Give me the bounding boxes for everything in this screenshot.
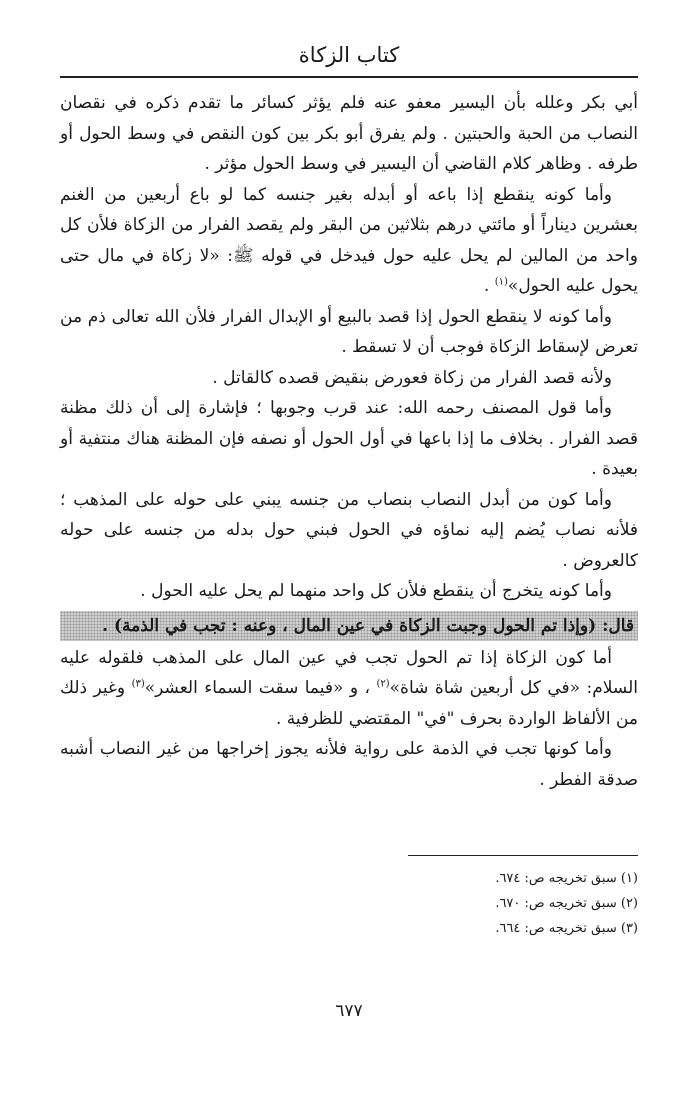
- main-text: [60, 88, 638, 795]
- page: [60, 40, 638, 1104]
- paragraph: وأما كونه لا ينقطع الحول إذا قصد بالبيع أو الإبدال الفرار فلأن الله تعالى ذم من تعرض لإسقاط الزكاة فوجب أن لا تسقط .: [60, 306, 638, 357]
- page-number: ٦٧٧: [335, 1001, 363, 1021]
- paragraph: وأما كونها تجب في الذمة على رواية فلأنه يجوز إخراجها من غير النصاب أشبه صدقة الفطر .: [60, 739, 638, 790]
- footnote-divider: [408, 855, 638, 856]
- paragraph: وأما كون من أبدل النصاب بنصاب من جنسه يبني على حوله على المذهب ؛ فلأنه نصاب يُضم إليه نماؤه في الحول فبني حول بدله من جنسه على حوله كالعروض .: [60, 489, 638, 571]
- paragraph-text: ، و «فيما سقت السماء العشر»: [144, 678, 377, 698]
- paragraph-text: أما كون الزكاة إذا تم الحول تجب في عين المال على المذهب فلقوله عليه السلام: «في كل أربعين شاة شاة»: [60, 647, 638, 698]
- paragraph: وأما كونه ينقطع إذا باعه أو أبدله بغير جنسه كما لو باع أربعين من الغنم بعشرين ديناراً أو مائتي درهم بثلاثين من البقر ولم يقصد الفرار من الزكاة فلأن كل واحد من المالين لم يحل عليه حول فيدخل في قوله ﷺ: «لا زكاة في مال حتى يحول عليه الحول»$^{(١)}$ .: [60, 184, 638, 296]
- footnote: (٣) سبق تخريجه ص: ٦٦٤.: [495, 921, 638, 936]
- paragraph: أبي بكر وعلله بأن اليسير معفو عنه فلم يؤثر كسائر ما تقدم ذكره في نقصان النصاب من الحبة والحبتين . ولم يفرق أبو بكر بين كون النقص في وسط الحول أو طرفه . وظاهر كلام القاضي أن اليسير في وسط الحول مؤثر .: [60, 93, 638, 174]
- footnotes: [60, 866, 638, 941]
- paragraph-text: وغير ذلك من الألفاظ الواردة بحرف "في" المقتضي للظرفية .: [60, 678, 638, 729]
- paragraph: وأما قول المصنف رحمه الله: عند قرب وجوبها ؛ فإشارة إلى أن ذلك مظنة قصد الفرار . بخلاف ما إذا باعها في أول الحول أو نصفه فإن المظنة هناك منتفية أو بعيدة .: [60, 398, 638, 479]
- footnote: (١) سبق تخريجه ص: ٦٧٤.: [495, 871, 638, 886]
- footnote-ref: (٣): [131, 678, 145, 690]
- footnote-ref: (٢): [376, 678, 390, 690]
- paragraph: وأما كونه يتخرج أن ينقطع فلأن كل واحد منهما لم يحل عليه الحول .: [140, 581, 612, 601]
- page-header: [60, 40, 638, 78]
- paragraph: [60, 643, 638, 735]
- footnote: (٢) سبق تخريجه ص: ٦٧٠.: [495, 896, 638, 911]
- paragraph-text: وأما كونه ينقطع إذا باعه أو أبدله بغير جنسه كما لو باع أربعين من الغنم بعشرين ديناراً أو مائتي درهم بثلاثين من البقر ولم يقصد الفرار من الزكاة فلأن كل واحد من المالين لم يحل عليه حول فيدخل في قوله ﷺ: «لا زكاة في مال حتى يحول عليه الحول»: [60, 184, 638, 296]
- paragraph: ولأنه قصد الفرار من زكاة فعورض بنقيض قصده كالقاتل .: [212, 367, 612, 388]
- footnote-ref: (١): [494, 276, 508, 288]
- running-title: كتاب الزكاة: [298, 43, 400, 67]
- matn-quote: قال: (وإذا تم الحول وجبت الزكاة في عين المال ، وعنه : تجب في الذمة) .: [60, 611, 638, 641]
